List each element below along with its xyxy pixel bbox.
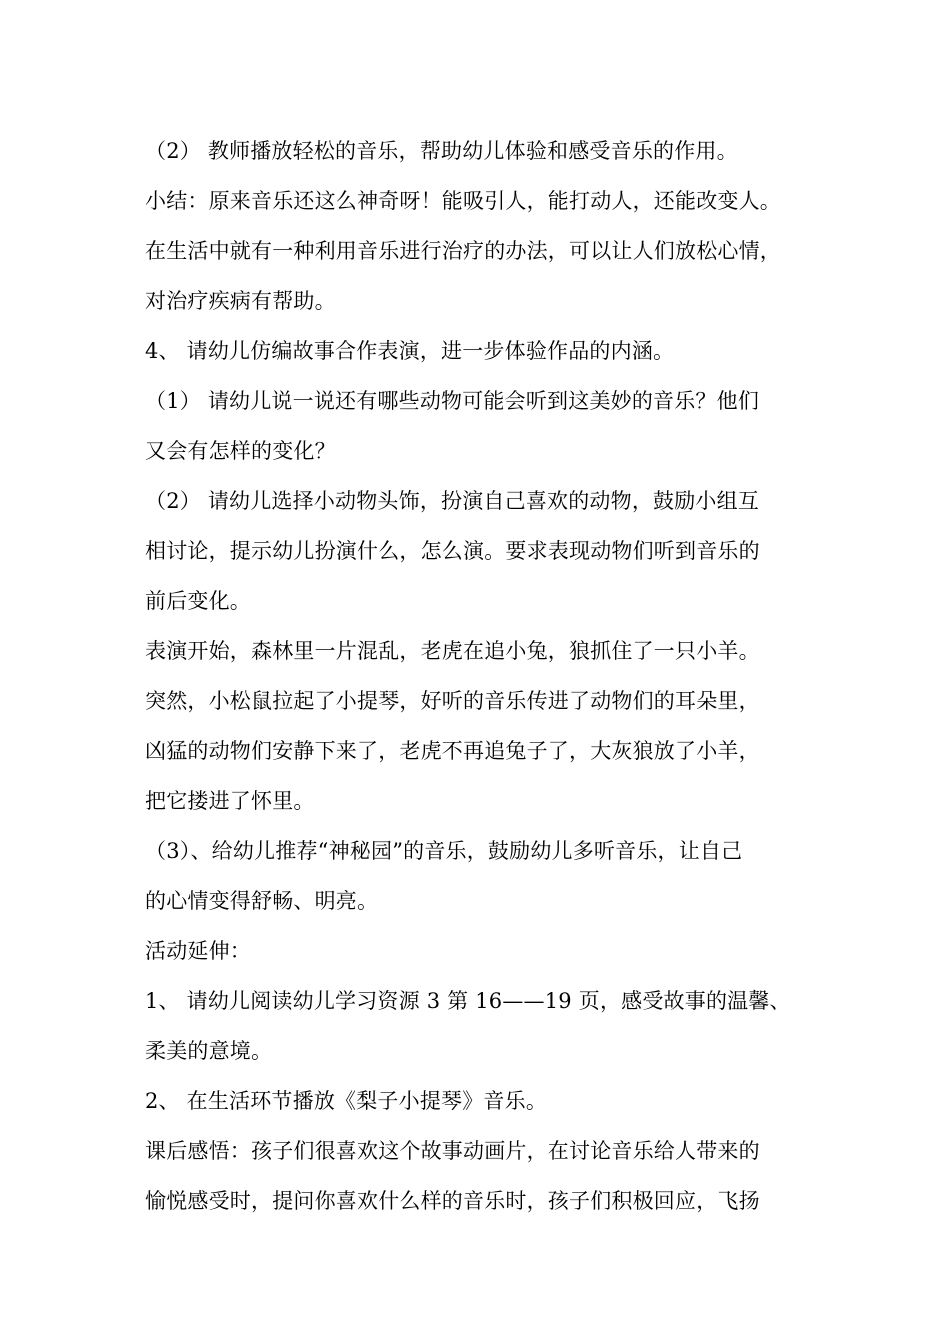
- text-line: （2） 请幼儿选择小动物头饰，扮演自己喜欢的动物，鼓励小组互: [145, 489, 760, 513]
- text-line: 前后变化。: [145, 589, 251, 613]
- text-line: （2） 教师播放轻松的音乐，帮助幼儿体验和感受音乐的作用。: [145, 139, 738, 163]
- text-line: 柔美的意境。: [145, 1039, 273, 1063]
- text-line: 把它搂进了怀里。: [145, 789, 315, 813]
- text-line: 凶猛的动物们安静下来了，老虎不再追兔子了，大灰狼放了小羊，: [145, 739, 760, 763]
- text-line: 2、 在生活环节播放《梨子小提琴》音乐。: [145, 1089, 548, 1113]
- text-line: 的心情变得舒畅、明亮。: [145, 889, 379, 913]
- text-line: 在生活中就有一种利用音乐进行治疗的办法，可以让人们放松心情，: [145, 239, 781, 263]
- text-line: 又会有怎样的变化？: [145, 439, 336, 463]
- text-line: 相讨论，提示幼儿扮演什么，怎么演。要求表现动物们听到音乐的: [145, 539, 760, 563]
- text-line: 小结：原来音乐还这么神奇呀！能吸引人，能打动人，还能改变人。: [145, 189, 781, 213]
- text-line: 突然，小松鼠拉起了小提琴，好听的音乐传进了动物们的耳朵里，: [145, 689, 760, 713]
- text-line: （3）、给幼儿推荐“神秘园”的音乐，鼓励幼儿多听音乐，让自己: [145, 839, 743, 863]
- text-line: 活动延伸：: [145, 939, 251, 963]
- document-page: [145, 126, 825, 1226]
- text-line: （1） 请幼儿说一说还有哪些动物可能会听到这美妙的音乐？他们: [145, 389, 760, 413]
- text-line: 1、 请幼儿阅读幼儿学习资源 3 第 16——19 页，感受故事的温馨、: [145, 989, 791, 1013]
- text-line: 对治疗疾病有帮助。: [145, 289, 336, 313]
- text-line: 4、 请幼儿仿编故事合作表演，进一步体验作品的内涵。: [145, 339, 675, 363]
- text-line: 表演开始，森林里一片混乱，老虎在追小兔，狼抓住了一只小羊。: [145, 639, 760, 663]
- text-line: 课后感悟：孩子们很喜欢这个故事动画片，在讨论音乐给人带来的: [145, 1139, 760, 1163]
- text-line: 愉悦感受时，提问你喜欢什么样的音乐时，孩子们积极回应，飞扬: [145, 1189, 760, 1213]
